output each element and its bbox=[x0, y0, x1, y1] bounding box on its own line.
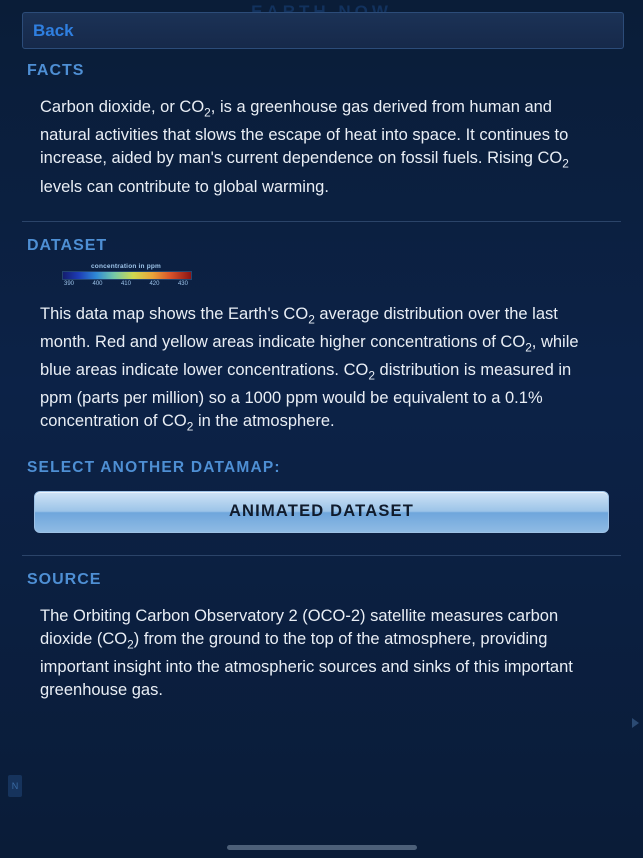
animated-dataset-button[interactable] bbox=[34, 491, 609, 533]
subscript-2f: 2 bbox=[186, 419, 194, 434]
source-text-part1: The Orbiting Carbon Observatory 2 (OCO-2) satellite measures carbon dioxide (CO bbox=[40, 606, 559, 648]
facts-text-part2: , is a greenhouse gas derived from human and natural activities that slows the escape of heat into space. It continues to increase, aided by man's current dependence on fossil fuels. Rising CO bbox=[40, 98, 569, 168]
facts-text-part3: levels can contribute to global warming. bbox=[40, 177, 329, 196]
corner-badge: N bbox=[8, 775, 22, 797]
subscript-2e: 2 bbox=[368, 368, 375, 383]
legend-gradient-bar bbox=[62, 271, 192, 280]
select-datamap-label: SELECT ANOTHER DATAMAP: bbox=[27, 458, 281, 476]
legend-tick-1: 400 bbox=[92, 280, 103, 287]
subscript-2c: 2 bbox=[308, 311, 315, 326]
subscript-2a: 2 bbox=[204, 105, 211, 120]
back-button[interactable]: Back bbox=[33, 20, 74, 40]
facts-heading: FACTS bbox=[27, 62, 85, 79]
legend-tick-4: 430 bbox=[177, 280, 188, 287]
scroll-right-arrow-icon[interactable] bbox=[632, 718, 639, 728]
home-indicator[interactable] bbox=[227, 845, 417, 850]
legend-tick-labels bbox=[62, 281, 190, 287]
legend-tick-2: 410 bbox=[120, 280, 131, 287]
subscript-2d: 2 bbox=[525, 340, 532, 355]
facts-paragraph bbox=[40, 96, 621, 199]
legend-tick-0: 390 bbox=[64, 280, 75, 287]
dataset-text-part2: average distribution over the last month. Red and yellow areas indicate higher concentrations of CO bbox=[40, 304, 558, 351]
source-text-part2: ) from the ground to the top of the atmosphere, providing important insight into the atmospheric sources and sinks of this important greenhouse gas. bbox=[40, 629, 573, 700]
subscript-2g: 2 bbox=[127, 637, 134, 652]
animated-dataset-button-label: ANIMATED DATASET bbox=[228, 502, 415, 521]
dataset-paragraph bbox=[40, 303, 621, 439]
divider-dataset-source bbox=[22, 555, 621, 556]
source-heading: SOURCE bbox=[27, 570, 102, 588]
dataset-text-part4: distribution is measured in ppm (parts per million) so a 1000 ppm would be equivalent to a 0.1% concentration of CO bbox=[40, 361, 572, 431]
colorbar-legend bbox=[62, 263, 190, 287]
detail-scroll-content[interactable] bbox=[0, 47, 643, 858]
navigation-bar bbox=[22, 12, 624, 49]
dataset-text-part1: This data map shows the Earth's CO bbox=[40, 304, 309, 323]
dataset-heading: DATASET bbox=[27, 236, 108, 254]
dataset-text-part3: , while blue areas indicate lower concentrations. CO bbox=[40, 332, 579, 380]
divider-facts-dataset bbox=[22, 221, 621, 222]
legend-tick-3: 420 bbox=[149, 280, 160, 287]
subscript-2b: 2 bbox=[562, 156, 569, 171]
source-paragraph bbox=[40, 605, 621, 702]
legend-title: concentration in ppm bbox=[90, 262, 162, 270]
facts-text-part1: Carbon dioxide, or CO bbox=[40, 98, 205, 116]
dataset-text-part5: in the atmosphere. bbox=[193, 412, 335, 431]
